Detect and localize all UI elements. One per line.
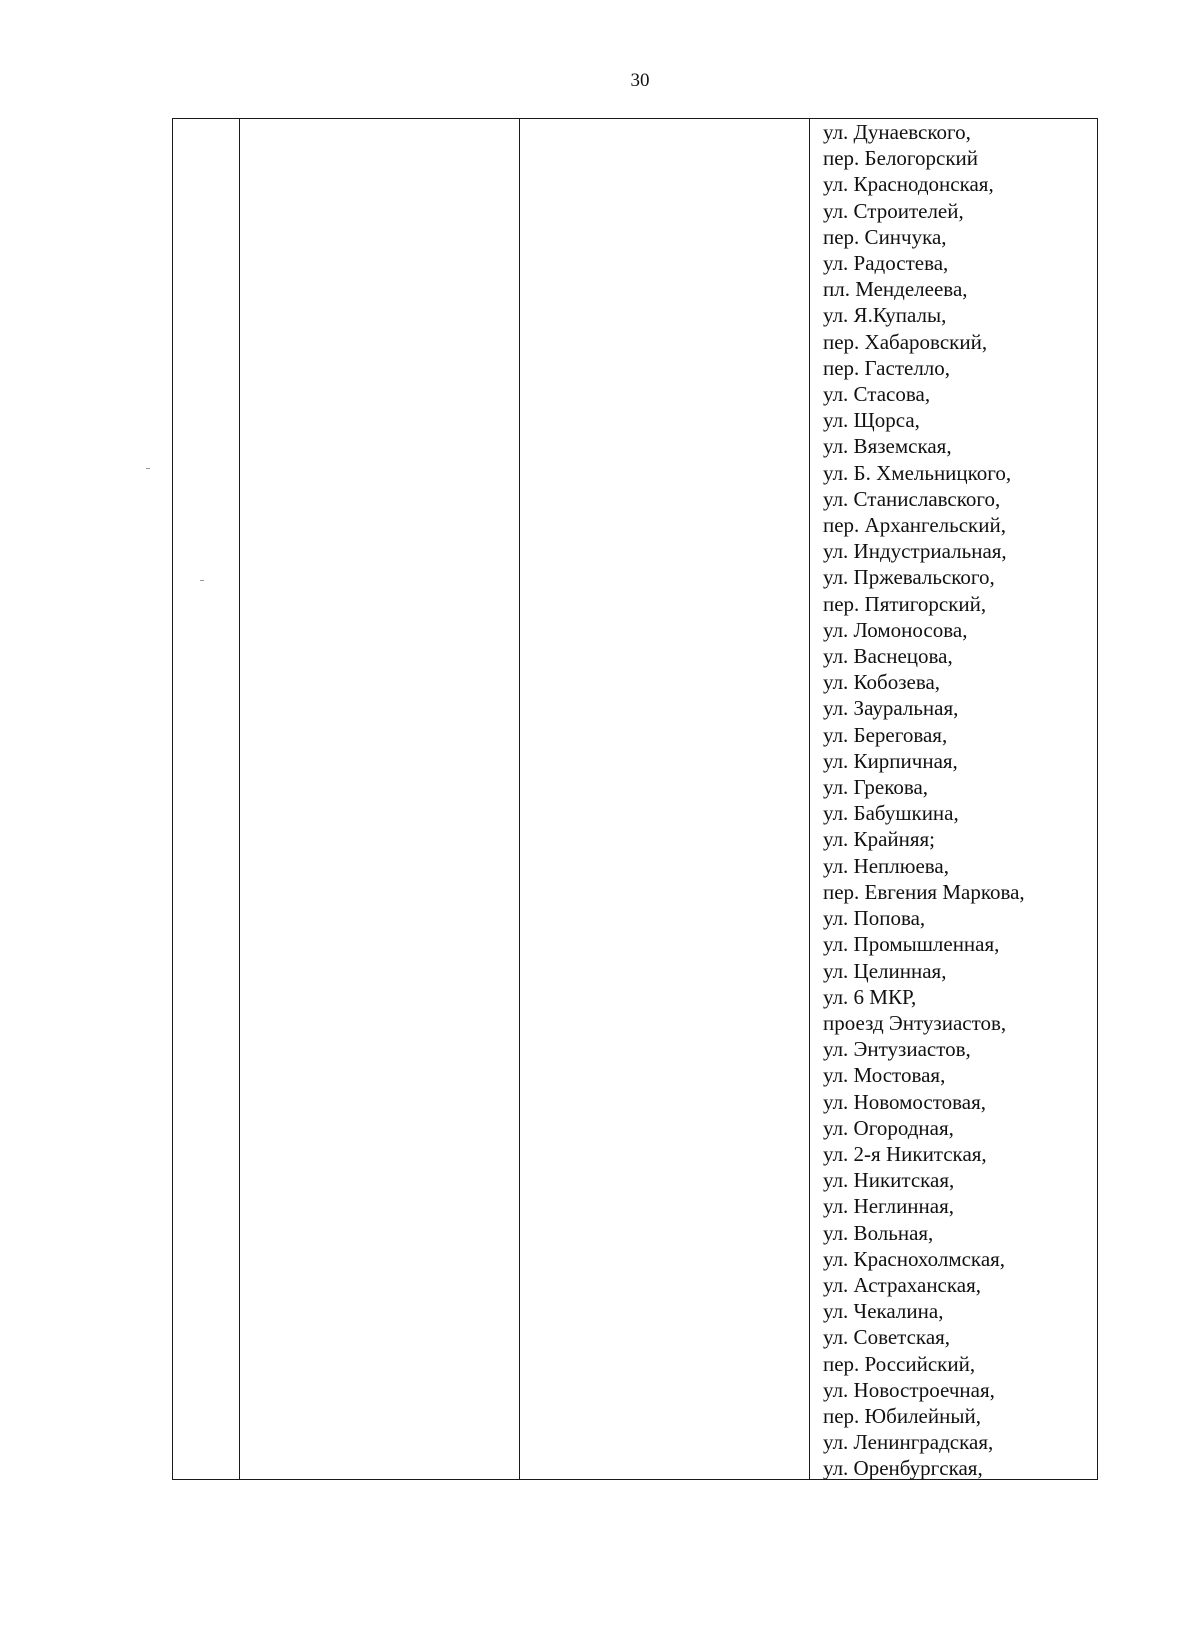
street-list-item: ул. Я.Купалы, bbox=[823, 303, 947, 328]
scan-speck bbox=[146, 468, 150, 469]
street-list-item: ул. Астраханская, bbox=[823, 1272, 981, 1297]
street-list-item: пер. Белогорский bbox=[823, 146, 979, 171]
street-list-item: ул. Васнецова, bbox=[823, 644, 953, 669]
street-list-item: ул. Краснодонская, bbox=[823, 172, 994, 197]
street-list-item: пер. Архангельский, bbox=[823, 513, 1006, 538]
street-list-item: ул. Береговая, bbox=[823, 722, 948, 747]
street-list-item: ул. Кобозева, bbox=[823, 670, 941, 695]
street-list-item: ул. Новостроечная, bbox=[823, 1377, 995, 1402]
street-list-item: ул. Вольная, bbox=[823, 1220, 934, 1245]
street-list-item: ул. Энтузиастов, bbox=[823, 1037, 971, 1062]
table-cell-col-3 bbox=[519, 119, 809, 1479]
street-list-item: ул. Стасова, bbox=[823, 382, 931, 407]
street-list-item: пер. Хабаровский, bbox=[823, 329, 988, 354]
street-list-item: ул. Строителей, bbox=[823, 198, 964, 223]
street-list-item: пер. Российский, bbox=[823, 1351, 976, 1376]
street-list-item: пл. Менделеева, bbox=[823, 277, 968, 302]
street-list-item: ул. Попова, bbox=[823, 906, 926, 931]
street-list-item: ул. Ломоносова, bbox=[823, 617, 968, 642]
table-cell-col-1 bbox=[173, 119, 239, 1479]
street-list-item: ул. 2-я Никитская, bbox=[823, 1141, 987, 1166]
street-table bbox=[172, 118, 1098, 1480]
street-list-item: проезд Энтузиастов, bbox=[823, 1010, 1007, 1035]
street-list-item: пер. Евгения Маркова, bbox=[823, 879, 1025, 904]
street-list-item: ул. Грекова, bbox=[823, 775, 929, 800]
street-list bbox=[823, 119, 1093, 1482]
street-list-item: ул. Никитская, bbox=[823, 1168, 955, 1193]
street-list-item: ул. Щорса, bbox=[823, 408, 920, 433]
page-number: 30 bbox=[630, 70, 650, 91]
street-list-item: ул. Станиславского, bbox=[823, 486, 1001, 511]
street-list-item: ул. Ленинградская, bbox=[823, 1430, 994, 1455]
street-list-item: ул. Вяземская, bbox=[823, 434, 952, 459]
street-list-item: ул. Кирпичная, bbox=[823, 748, 958, 773]
street-list-item: ул. Пржевальского, bbox=[823, 565, 995, 590]
street-list-item: ул. Неглинная, bbox=[823, 1194, 955, 1219]
street-list-item: ул. Оренбургская, bbox=[823, 1456, 983, 1481]
street-list-item: пер. Гастелло, bbox=[823, 355, 951, 380]
street-list-item: ул. Дунаевского, bbox=[823, 120, 971, 144]
street-list-item: ул. Краснохолмская, bbox=[823, 1246, 1006, 1271]
street-list-item: ул. Целинная, bbox=[823, 958, 947, 983]
street-list-item: ул. 6 МКР, bbox=[823, 984, 917, 1009]
street-list-item: ул. Радостева, bbox=[823, 251, 949, 276]
street-list-item: ул. Бабушкина, bbox=[823, 801, 959, 826]
street-list-item: пер. Пятигорский, bbox=[823, 591, 987, 616]
street-list-item: ул. Крайняя; bbox=[823, 827, 936, 852]
street-list-item: ул. Зауральная, bbox=[823, 696, 959, 721]
street-list-item: ул. Мостовая, bbox=[823, 1063, 946, 1088]
street-list-item: ул. Советская, bbox=[823, 1325, 951, 1350]
street-list-item: пер. Юбилейный, bbox=[823, 1403, 981, 1428]
street-list-item: ул. Индустриальная, bbox=[823, 539, 1007, 564]
table-cell-col-2 bbox=[239, 119, 519, 1479]
street-list-item: ул. Новомостовая, bbox=[823, 1089, 986, 1114]
street-list-item: ул. Чекалина, bbox=[823, 1299, 944, 1324]
street-list-item: ул. Промышленная, bbox=[823, 932, 1000, 957]
street-list-item: ул. Неплюева, bbox=[823, 853, 949, 878]
table-cell-streets bbox=[809, 119, 1097, 1479]
street-list-item: ул. Б. Хмельницкого, bbox=[823, 460, 1012, 485]
street-list-item: ул. Огородная, bbox=[823, 1115, 954, 1140]
street-list-item: пер. Синчука, bbox=[823, 224, 947, 249]
